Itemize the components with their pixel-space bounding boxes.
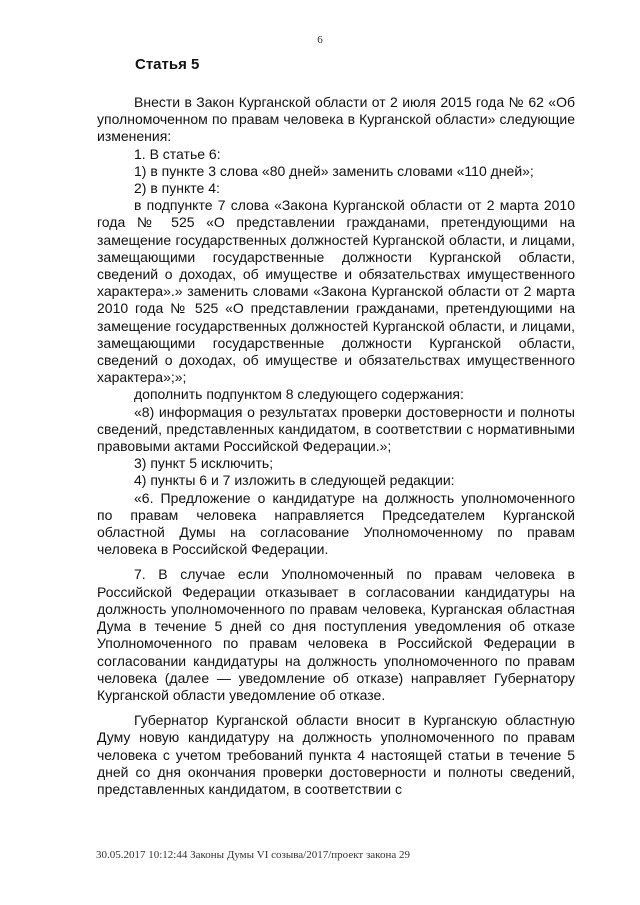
paragraph-governor: Губернатор Курганской области вносит в Курганскую областную Думу новую кандидатуру на должность уполномоченного по правам человека с учетом требований пункта 4 настоящей статьи в течение 5 дней со дня окончания проверки достоверности и полноты сведений, представленных кандидатом, в соответствии с bbox=[97, 712, 575, 797]
paragraph-subitem-4: 4) пункты 6 и 7 изложить в следующей редакции: bbox=[134, 472, 455, 489]
paragraph-subpoint-8-text: «8) информация о результатах проверки достоверности и полноты сведений, представленных кандидатом, в соответствии с нормативными правовыми актами Российской Федерации.»; bbox=[97, 403, 575, 455]
paragraph-point-7: 7. В случае если Уполномоченный по правам человека в Российской Федерации отказывает в согласовании кандидатуры на должность уполномоченного по правам человека, Курганская областная Дума в течение 5 дней со дня поступления уведомления об отказе Уполномоченного по правам человека в Российской Федерации в согласовании кандидатуры на должность уполномоченного по правам человека (далее — уведомление об отказе) направляет Губернатору Курганской области уведомление об отказе. bbox=[97, 566, 575, 703]
paragraph-add-subpoint-8: дополнить подпунктом 8 следующего содержания: bbox=[134, 386, 464, 403]
paragraph-subitem-3: 3) пункт 5 исключить; bbox=[134, 455, 274, 472]
document-body bbox=[97, 94, 575, 798]
article-title: Статья 5 bbox=[135, 56, 200, 73]
paragraph-point-6: «6. Предложение о кандидатуре на должность уполномоченного по правам человека направляется Председателем Курганской областной Думы на согласование Уполномоченному по правам человека в Российской Федерации. bbox=[97, 489, 575, 558]
page-number: 6 bbox=[317, 34, 323, 46]
paragraph-item-1: 1. В статье 6: bbox=[134, 145, 221, 162]
paragraph-intro: Внести в Закон Курганской области от 2 июля 2015 года № 62 «Об уполномоченном по правам человека в Курганской области» следующие изменения: bbox=[97, 94, 575, 145]
paragraph-subitem-1: 1) в пункте 3 слова «80 дней» заменить словами «110 дней»; bbox=[134, 162, 534, 179]
paragraph-subpoint-7: в подпункте 7 слова «Закона Курганской области от 2 марта 2010 года № 525 «О представлении гражданами, претендующими на замещение государственных должностей Курганской области, и лицами, замещающими государственные должности Курганской области, сведений о доходах, об имуществе и обязательствах имущественного характера».» заменить словами «Закона Курганской области от 2 марта 2010 года № 525 «О представлении гражданами, претендующими на замещение государственных должностей Курганской области, и лицами, замещающими государственные должности Курганской области, сведений о доходах, об имуществе и обязательствах имущественного характера»;»; bbox=[97, 197, 575, 386]
paragraph-subitem-2: 2) в пункте 4: bbox=[134, 180, 220, 197]
page-footer: 30.05.2017 10:12:44 Законы Думы VI созыва/2017/проект закона 29 bbox=[96, 849, 410, 861]
